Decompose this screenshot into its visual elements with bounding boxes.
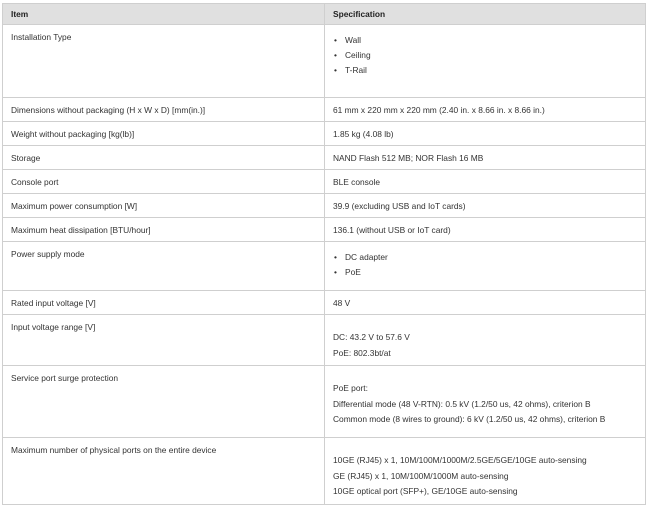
spec-cell [325, 25, 646, 98]
spec-cell: 1.85 kg (4.08 lb) [325, 122, 646, 146]
spec-cell: 61 mm x 220 mm x 220 mm (2.40 in. x 8.66 in. x 8.66 in.) [325, 98, 646, 122]
item-cell: Maximum heat dissipation [BTU/hour] [3, 218, 325, 242]
table-row [3, 98, 646, 122]
spec-cell: BLE console [325, 170, 646, 194]
item-cell: Maximum power consumption [W] [3, 194, 325, 218]
table-row [3, 366, 646, 438]
item-cell: Service port surge protection [3, 366, 325, 438]
table-row [3, 122, 646, 146]
item-cell: Rated input voltage [V] [3, 291, 325, 315]
table-row [3, 170, 646, 194]
item-cell: Maximum number of physical ports on the entire device [3, 438, 325, 505]
item-cell: Installation Type [3, 25, 325, 98]
spec-line: PoE: 802.3bt/at [333, 347, 391, 358]
spec-cell [325, 438, 646, 505]
spec-cell [325, 366, 646, 438]
spec-lines [333, 371, 637, 428]
spec-cell [325, 242, 646, 291]
table-row [3, 242, 646, 291]
spec-lines [333, 320, 637, 361]
spec-line: GE (RJ45) x 1, 10M/100M/1000M auto-sensing [333, 470, 509, 481]
spec-lines [333, 443, 637, 500]
spec-cell: 136.1 (without USB or IoT card) [325, 218, 646, 242]
table-row [3, 25, 646, 98]
bullet-list [333, 33, 637, 78]
bullet-list [333, 250, 637, 280]
list-item: • PoE [333, 265, 637, 280]
item-cell: Weight without packaging [kg(lb)] [3, 122, 325, 146]
table-row [3, 218, 646, 242]
table-row [3, 315, 646, 366]
header-row [3, 4, 646, 25]
table-row [3, 146, 646, 170]
item-cell: Storage [3, 146, 325, 170]
spec-line: Common mode (8 wires to ground): 6 kV (1.2/50 us, 42 ohms), criterion B [333, 414, 606, 424]
item-cell: Dimensions without packaging (H x W x D) [mm(in.)] [3, 98, 325, 122]
list-item: • T-Rail [333, 63, 637, 78]
list-item: • Ceiling [333, 48, 637, 63]
table-row [3, 438, 646, 505]
spec-line: PoE port: [333, 383, 368, 393]
spec-line: DC: 43.2 V to 57.6 V [333, 332, 410, 342]
item-cell: Input voltage range [V] [3, 315, 325, 366]
spec-cell: 39.9 (excluding USB and IoT cards) [325, 194, 646, 218]
list-item: • Wall [333, 33, 637, 48]
item-cell: Console port [3, 170, 325, 194]
list-item: • DC adapter [333, 250, 637, 265]
spec-cell: NAND Flash 512 MB; NOR Flash 16 MB [325, 146, 646, 170]
header-specification: Specification [325, 4, 646, 25]
spec-table [2, 3, 646, 505]
item-cell: Power supply mode [3, 242, 325, 291]
header-item: Item [3, 4, 325, 25]
spec-cell: 48 V [325, 291, 646, 315]
table-row [3, 194, 646, 218]
spec-line: 10GE optical port (SFP+), GE/10GE auto-sensing [333, 486, 518, 496]
table-row [3, 291, 646, 315]
spec-line: 10GE (RJ45) x 1, 10M/100M/1000M/2.5GE/5GE/10GE auto-sensing [333, 455, 587, 465]
spec-line: Differential mode (48 V-RTN): 0.5 kV (1.2/50 us, 42 ohms), criterion B [333, 398, 591, 409]
spec-cell [325, 315, 646, 366]
